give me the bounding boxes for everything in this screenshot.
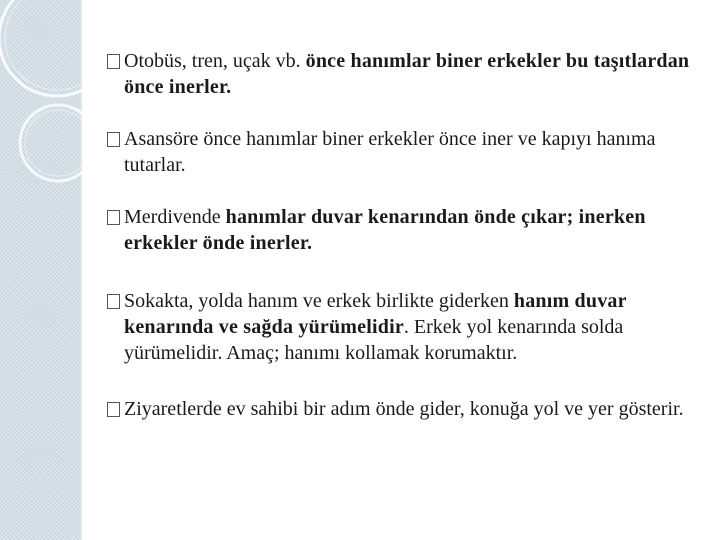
bullet-item-otobus	[107, 48, 692, 100]
bullet-list	[107, 48, 692, 448]
bullet-box-icon	[107, 402, 120, 417]
bullet-text: Merdivende hanımlar duvar kenarından önde çıkar; inerken erkekler önde inerler.	[124, 206, 646, 254]
bullet-text: Asansöre önce hanımlar biner erkekler önce iner ve kapıyı hanıma tutarlar.	[124, 128, 656, 176]
bullet-box-icon	[107, 54, 120, 69]
bullet-item-merdiven	[107, 204, 692, 256]
bullet-item-sokak	[107, 288, 692, 366]
bullet-item-asansor	[107, 126, 692, 178]
bullet-text: Ziyaretlerde ev sahibi bir adım önde gider, konuğa yol ve yer gösterir.	[124, 398, 684, 420]
bullet-box-icon	[107, 210, 120, 225]
bullet-text: Otobüs, tren, uçak vb. önce hanımlar biner erkekler bu taşıtlardan önce inerler.	[124, 50, 690, 98]
bullet-item-ziyaret	[107, 396, 692, 422]
bullet-box-icon	[107, 294, 120, 309]
bullet-text: Sokakta, yolda hanım ve erkek birlikte giderken hanım duvar kenarında ve sağda yürümelidir. Erkek yol kenarında solda yürümelidir. Amaç; hanımı kollamak korumaktır.	[124, 290, 627, 364]
bullet-box-icon	[107, 132, 120, 147]
